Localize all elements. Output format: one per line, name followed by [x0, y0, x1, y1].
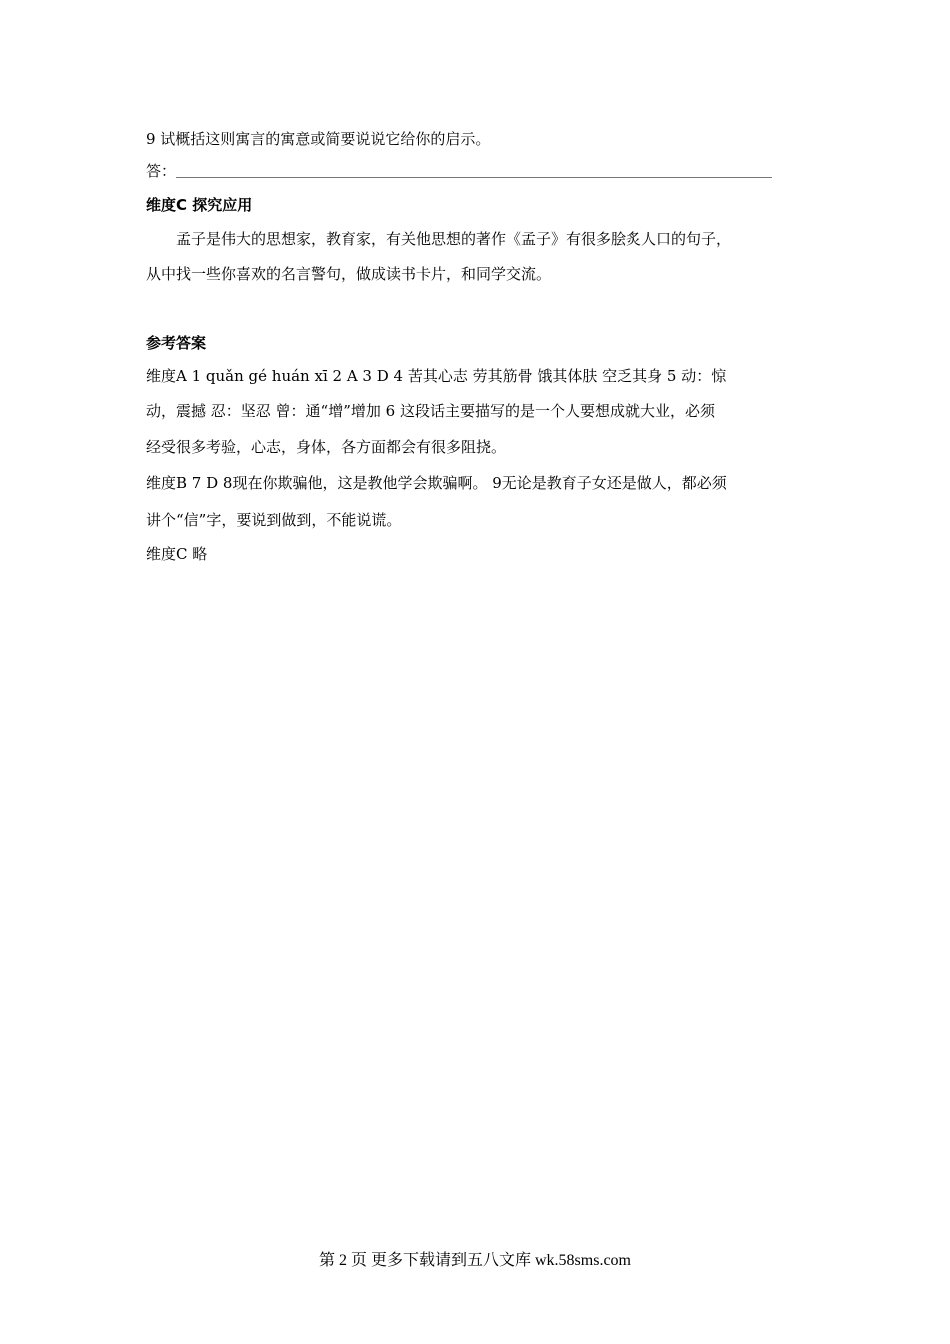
answer-a-line-2: 动，震撼 忍：坚忍 曾：通“增”增加 6 这段话主要描写的是一个人要想成就大业，必须 — [146, 402, 715, 420]
question-9: 9 试概括这则寓言的寓意或简要说说它给你的启示。 — [146, 130, 491, 148]
answer-c-line: 维度C 略 — [146, 545, 208, 563]
section-c-title: 维度C 探究应用 — [146, 196, 253, 214]
answer-b-line-1: 维度B 7 D 8现在你欺骗他，这是教他学会欺骗啊。 9无论是教育子女还是做人，都必须 — [146, 474, 727, 492]
section-c-paragraph-line-1: 孟子是伟大的思想家，教育家，有关他思想的著作《孟子》有很多脍炙人口的句子， — [176, 230, 732, 248]
answer-a-line-3: 经受很多考验，心志，身体，各方面都会有很多阻挠。 — [146, 438, 507, 456]
answer-a-line-1: 维度A 1 quǎn gé huán xī 2 A 3 D 4 苦其心志 劳其筋骨 饿其体肤 空乏其身 5 动：惊 — [146, 367, 727, 385]
section-c-paragraph-line-2: 从中找一些你喜欢的名言警句，做成读书卡片，和同学交流。 — [146, 265, 552, 283]
answer-label: 答： — [146, 162, 177, 180]
answer-b-line-2: 讲个“信”字，要说到做到，不能说谎。 — [146, 511, 402, 529]
answer-blank-line — [176, 177, 772, 178]
page-footer: 第 2 页 更多下载请到五八文库 wk.58sms.com — [318, 1252, 631, 1269]
reference-answers-title: 参考答案 — [146, 334, 207, 352]
